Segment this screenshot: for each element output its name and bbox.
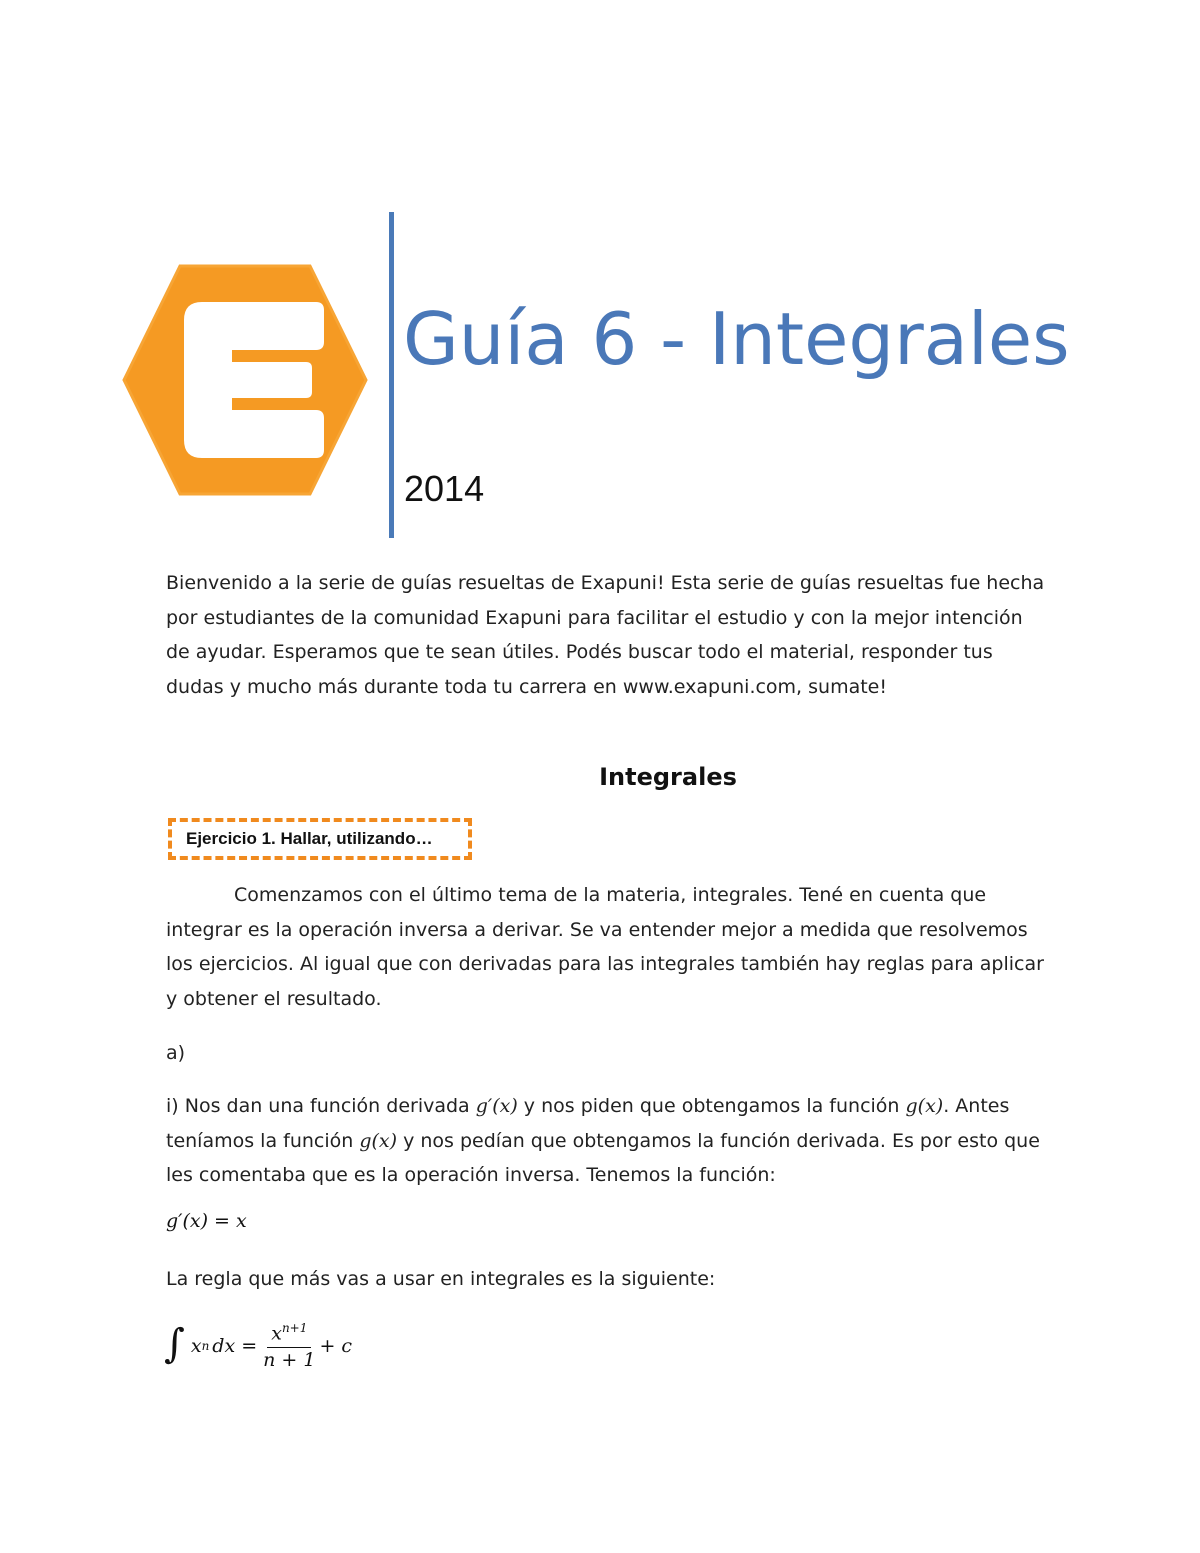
- item-i-text-1: i) Nos dan una función derivada: [166, 1095, 476, 1117]
- item-i-text-4: y nos pedían que obtengamos la función derivada. Es por esto que les comentaba que es la operación inversa. Tenemos la función:: [166, 1129, 1040, 1186]
- integral-sign: ∫: [164, 1321, 185, 1367]
- numerator-exponent: n+1: [281, 1321, 308, 1336]
- formula-dx: dx =: [212, 1335, 258, 1357]
- page-title: Guía 6 - Integrales: [403, 297, 1070, 381]
- item-i-text-3: . Antes teníamos la función: [166, 1095, 1010, 1152]
- rule-text: La regla que más vas a usar en integrales es la siguiente:: [166, 1268, 716, 1290]
- item-i-text-2: y nos piden que obtengamos la función: [517, 1095, 906, 1117]
- paragraph-intro-integrals: Comenzamos con el último tema de la materia, integrales. Tené en cuenta que integrar es la operación inversa a derivar. Se va entender mejor a medida que resolvemos los ejercicios. Al igual que con derivadas para las integrales también hay reglas para aplicar y obtener el resultado.: [166, 884, 1044, 1010]
- header-divider: [389, 212, 394, 538]
- intro-paragraph: Bienvenido a la serie de guías resueltas de Exapuni! Esta serie de guías resueltas fue hecha por estudiantes de la comunidad Exapuni para facilitar el estudio y con la mejor intención de ayudar. Esperamos que te sean útiles. Podés buscar todo el material, responder tus dudas y mucho más durante toda tu carrera en www.exapuni.com, sumate!: [166, 572, 1045, 698]
- item-i-paragraph: [166, 1089, 1046, 1193]
- formula-base: x: [190, 1335, 202, 1357]
- exapuni-logo: [120, 262, 370, 498]
- equation-g-prime: g′(x) = x: [166, 1210, 247, 1232]
- fraction-numerator: [267, 1321, 311, 1347]
- numerator-base: x: [271, 1322, 282, 1345]
- math-g-prime-x: g′(x): [475, 1095, 518, 1117]
- power-rule-formula: [164, 1316, 352, 1376]
- document-year: 2014: [404, 468, 485, 509]
- logo-letter-e-shape: [184, 302, 324, 458]
- item-a-label: a): [166, 1042, 186, 1064]
- math-g-x: g(x): [905, 1095, 944, 1117]
- exercise-label: Ejercicio 1. Hallar, utilizando…: [186, 829, 433, 848]
- section-heading: Integrales: [599, 763, 737, 791]
- formula-fraction: [263, 1321, 315, 1370]
- formula-constant: + c: [319, 1335, 353, 1357]
- fraction-denominator: n + 1: [263, 1348, 316, 1371]
- exercise-label-box: [168, 818, 472, 860]
- formula-exponent: n: [201, 1339, 210, 1353]
- math-g-x-2: g(x): [359, 1129, 398, 1152]
